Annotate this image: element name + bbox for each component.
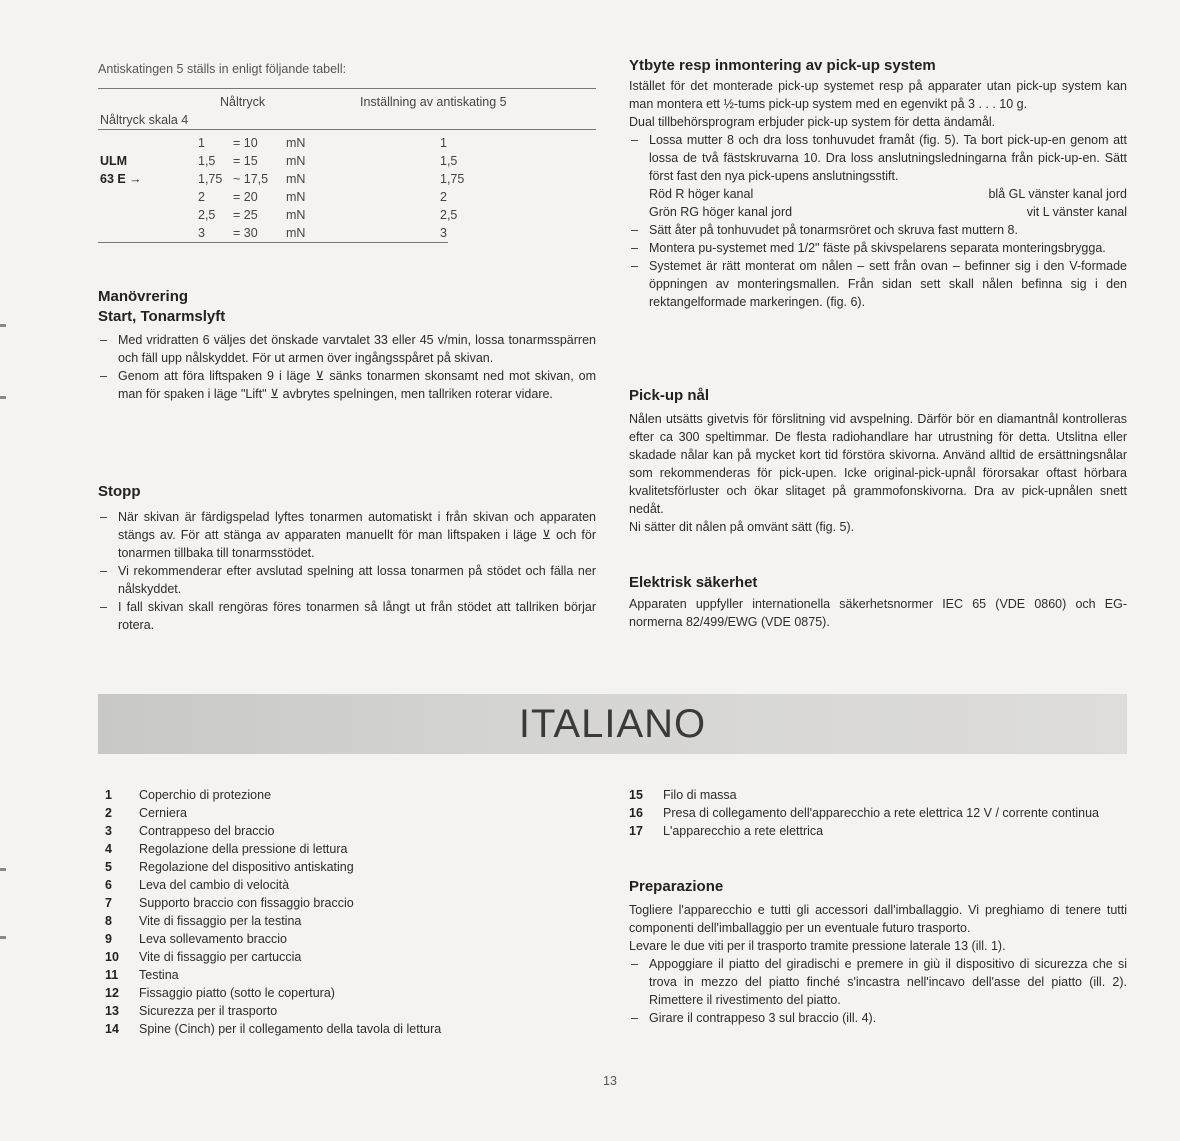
ytbyte-section: [629, 56, 1127, 311]
list-item: 13 Sicurezza per il trasporto: [105, 1004, 278, 1018]
list-item: – Vi rekommenderar efter avslutad spelning att lossa tonarmen på stödet och fälla ner nålskyddet.: [98, 562, 596, 598]
table-row: 3 = 30 mN 3: [198, 226, 447, 240]
list-item: 17 L'apparecchio a rete elettrica: [629, 824, 824, 838]
language-banner: [98, 694, 1127, 754]
banner-title: ITALIANO: [518, 702, 707, 746]
edge-mark: [0, 936, 6, 939]
list-item: 10 Vite di fissaggio per cartuccia: [105, 950, 302, 964]
preparazione-list: [629, 955, 1127, 1027]
table-header: [98, 89, 596, 129]
col-scale: Nåltryck skala 4: [100, 113, 189, 127]
list-item: 16 Presa di collegamento dell'apparecchio a rete elettrica 12 V / corrente continua: [629, 806, 1099, 820]
start-list: [98, 331, 596, 403]
wire-gl: blå GL vänster kanal jord: [988, 187, 1127, 201]
table-row: ULM 1,5 = 15 mN 1,5: [100, 154, 458, 168]
page-number: 13: [603, 1074, 617, 1088]
list-item: 12 Fissaggio piatto (sotto le copertura): [105, 986, 335, 1000]
list-item: 15 Filo di massa: [629, 788, 737, 802]
table-bottom-rule: [98, 242, 448, 243]
antiskating-table: [98, 88, 596, 243]
list-item: – Lossa mutter 8 och dra loss tonhuvudet framåt (fig. 5). Ta bort pick-up-en genom att lossa de två fästskruvarna 10. Dra loss anslutningsledningarna från pick-up-en. Sätt först fast den nya pick-upens anslutningsstift.: [629, 131, 1127, 185]
table-row: 63 E → 1,75 ~ 17,5 mN 1,75: [100, 172, 465, 186]
ytbyte-title: Ytbyte resp inmontering av pick-up system: [629, 57, 936, 74]
table-header-rule: [98, 129, 596, 130]
stopp-title: Stopp: [98, 483, 141, 500]
list-item: – Sätt åter på tonhuvudet på tonarmsröret och skruva fast muttern 8.: [629, 221, 1127, 239]
wiring-row: [629, 185, 1127, 203]
manovrering-section: [98, 287, 596, 403]
table-row: 1 = 10 mN 1: [198, 136, 447, 150]
list-item: – Girare il contrappeso 3 sul braccio (ill. 4).: [629, 1009, 1127, 1027]
ytbyte-paragraph: Dual tillbehörsprogram erbjuder pick-up system för detta ändamål.: [629, 115, 996, 129]
list-item: 7 Supporto braccio con fissaggio braccio: [105, 896, 354, 910]
wiring-row: [629, 203, 1127, 221]
preparazione-paragraph: Togliere l'apparecchio e tutti gli accessori dall'imballaggio. Vi preghiamo di tenere tutti componenti dell'imballaggio per un eventuale futuro trasporto.: [629, 903, 1127, 935]
parts-list-left: [105, 786, 595, 1038]
list-item: – Montera pu-systemet med 1/2" fäste på skivspelarens separata monteringsbrygga.: [629, 239, 1127, 257]
table-row: 2 = 20 mN 2: [198, 190, 447, 204]
list-item: – Systemet är rätt monterat om nålen – sett från ovan – befinner sig i den V-formade öppningen av monteringsmallen. Från sidan sett skall nålen befinna sig i den rektangelformade markeringen. (fig. 6).: [629, 257, 1127, 311]
ytbyte-list-2: [629, 221, 1127, 311]
list-item: 14 Spine (Cinch) per il collegamento della tavola di lettura: [105, 1022, 442, 1036]
wire-rg: Grön RG höger kanal jord: [649, 205, 793, 219]
col-pressure: Nåltryck: [220, 95, 266, 109]
edge-mark: [0, 324, 6, 327]
edge-mark: [0, 396, 6, 399]
list-item: 11 Testina: [105, 968, 179, 982]
wire-l: vit L vänster kanal: [1026, 205, 1127, 219]
start-title: Start, Tonarmslyft: [98, 308, 226, 325]
stopp-section: [98, 482, 596, 634]
ytbyte-paragraph: Istället för det monterade pick-up systemet resp på apparater utan pick-up system kan man montera ett ½-tums pick-up system med en egenvikt på 3 . . . 10 g.: [629, 79, 1127, 111]
antiskating-intro: Antiskatingen 5 ställs in enligt följande tabell:: [98, 62, 347, 76]
elsak-section: [629, 573, 1127, 631]
stopp-list: [98, 508, 596, 634]
parts-list-right: [629, 786, 1127, 840]
list-item: – När skivan är färdigspelad lyftes tonarmen automatiskt i från skivan och apparaten stängs av. För att stänga av apparaten manuellt för man liftspaken i läge ⊻ och för tonarmen tillbaka till tonarmsstödet.: [98, 508, 596, 562]
list-item: 9 Leva sollevamento braccio: [105, 932, 287, 946]
list-item: – I fall skivan skall rengöras föres tonarmen så långt ut från stödet att tallriken börjar rotera.: [98, 598, 596, 634]
list-item: – Appoggiare il piatto del giradischi e premere in giù il dispositivo di sicurezza che si trova in mezzo del piatto finché s'incastra nell'incavo dell'asse del piatto (ill. 2). Rimettere il rivestimento del piatto.: [629, 955, 1127, 1009]
preparazione-section: [629, 877, 1127, 1027]
list-item: – Med vridratten 6 väljes det önskade varvtalet 33 eller 45 v/min, lossa tonarmsspärren och fäll upp nålskyddet. För ut armen över ingångsspåret på skivan.: [98, 331, 596, 367]
ytbyte-list: [629, 131, 1127, 185]
list-item: 4 Regolazione della pressione di lettura: [105, 842, 348, 856]
elsak-paragraph: Apparaten uppfyller internationella säkerhetsnormer IEC 65 (VDE 0860) och EG-normerna 82/499/EWG (VDE 0875).: [629, 597, 1127, 629]
preparazione-paragraph: Levare le due viti per il trasporto tramite pressione laterale 13 (ill. 1).: [629, 939, 1006, 953]
list-item: 8 Vite di fissaggio per la testina: [105, 914, 302, 928]
preparazione-title: Preparazione: [629, 878, 724, 895]
table-row: 2,5 = 25 mN 2,5: [198, 208, 458, 222]
picknal-paragraph: Nålen utsätts givetvis för förslitning vid avspelning. Därför bör en diamantnål kontrolleras efter ca 300 speltimmar. De flesta radiohandlare har utrustning för detta. Utslitna eller skadade nålar kan på mycket kort tid förstöra skivorna. Använd alltid de ersättningsnålar som rekommenderas för pick-upen. Icke original-pick-upnål förorsakar oftast hörbara kvalitetsförluster och ökar slitaget på grammofonskivorna. Dra av pick-upnålen snett nedåt.: [629, 412, 1127, 516]
list-item: 5 Regolazione del dispositivo antiskating: [105, 860, 354, 874]
list-item: 2 Cerniera: [105, 806, 187, 820]
list-item: 6 Leva del cambio di velocità: [105, 878, 290, 892]
picknal-section: [629, 386, 1127, 536]
edge-mark: [0, 868, 6, 871]
list-item: – Genom att föra liftspaken 9 i läge ⊻ sänks tonarmen skonsamt ned mot skivan, om man för spaken i läge "Lift" ⊻ avbrytes spelningen, men tallriken roterar vidare.: [98, 367, 596, 403]
side-label-ulm: ULM: [100, 154, 128, 168]
side-label-63e: 63 E →: [100, 172, 142, 186]
picknal-title: Pick-up nål: [629, 387, 710, 404]
manovrering-title: Manövrering: [98, 288, 189, 305]
list-item: 1 Coperchio di protezione: [105, 788, 272, 802]
wire-r: Röd R höger kanal: [649, 187, 754, 201]
picknal-paragraph: Ni sätter dit nålen på omvänt sätt (fig. 5).: [629, 520, 855, 534]
col-setting: Inställning av antiskating 5: [360, 95, 507, 109]
list-item: 3 Contrappeso del braccio: [105, 824, 275, 838]
elsak-title: Elektrisk säkerhet: [629, 574, 758, 591]
